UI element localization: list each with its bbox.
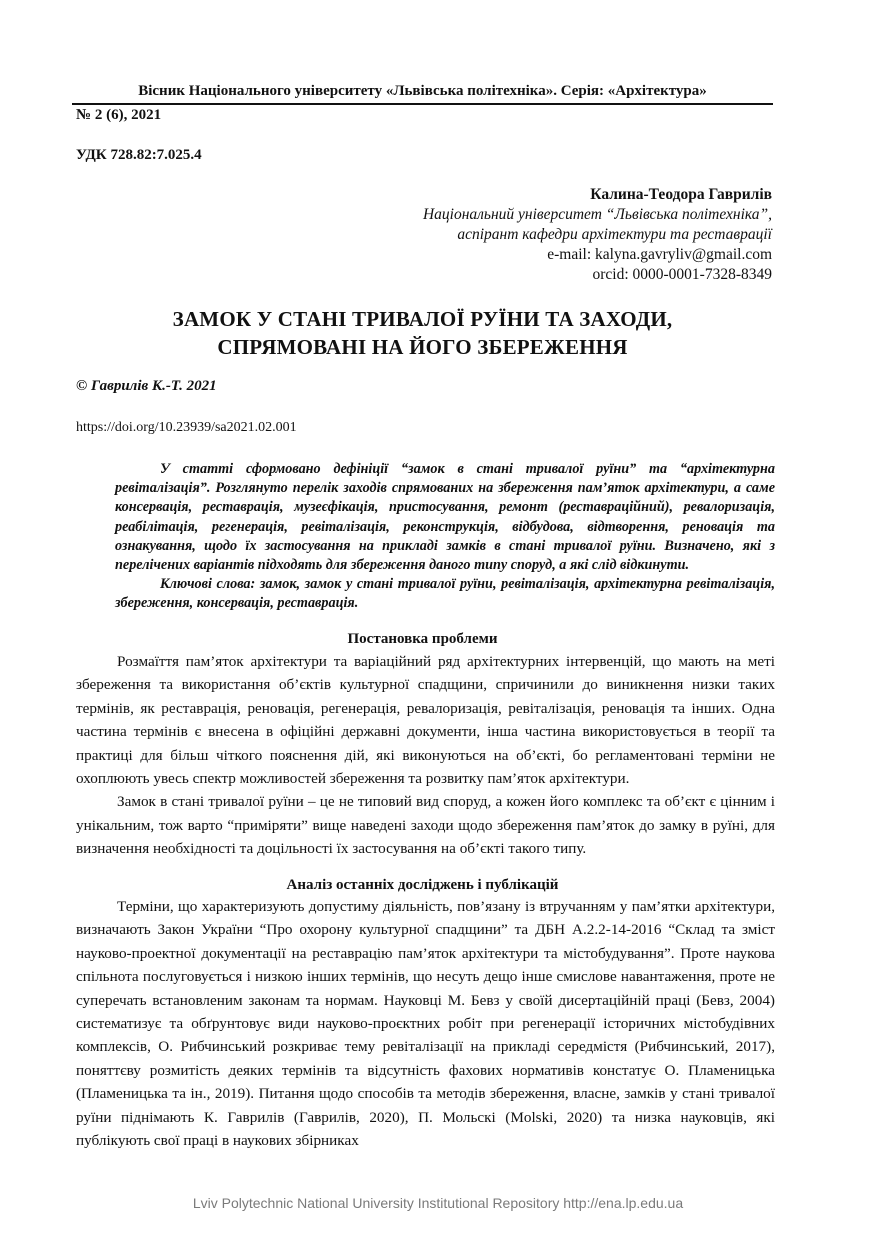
journal-header: Вісник Національного університету «Львівська політехніка». Серія: «Архітектура»	[138, 83, 707, 99]
author-email[interactable]: e-mail: kalyna.gavryliv@gmail.com	[547, 246, 772, 263]
author-position: аспірант кафедри архітектури та реставрації	[457, 226, 772, 243]
doi-link[interactable]: https://doi.org/10.23939/sa2021.02.001	[76, 420, 297, 435]
abstract-text: У статті сформовано дефініції “замок в стані тривалої руїни” та “архітектурна ревіталізація”. Розглянуто перелік заходів спрямованих на збереження пам’яток архітектури, а саме консервація, реставрація, музеєфікація, пристосування, ремонт (реставраційний), ревалоризація, реабілітація, регенерація, ревіталізація, реконструкція, відбудова, відтворення, реновація та ознакування, щодо їх застосування на прикладі замків в стані тривалої руїни. Визначено, які з перелічених варіантів підходять для збереження даного типу споруд, а які слід відкинути.	[115, 461, 775, 574]
section-heading-problem: Постановка проблеми	[347, 631, 498, 647]
paper-title	[72, 305, 773, 361]
keywords: Ключові слова: замок, замок у стані тривалої руїни, ревіталізація, архітектурна ревіталізація, збереження, консервація, реставрація.	[115, 576, 775, 612]
section-heading-analysis: Аналіз останніх досліджень і публікацій	[286, 877, 559, 893]
author-block	[423, 185, 772, 285]
author-affiliation: Національний університет “Львівська політехніка”,	[422, 206, 772, 223]
paragraph: Розмаїття пам’яток архітектури та варіаційний ряд архітектурних інтервенцій, що мають на меті збереження та використання об’єктів культурної спадщини, спричинили до виникнення низки таких термінів, як реставрація, реновація, регенерація, ревалоризація, ревіталізація, реновація та інших. Одна частина термінів є внесена в офіційні державні документи, інша частина використовується в теорії та практиці для більш чіткого пояснення дій, які виконуються на об’єкті, бо регламентовані терміни не охоплюють увесь спектр можливостей збереження та розвитку пам’яток архітектури.	[76, 653, 775, 788]
title-line-2: СПРЯМОВАНІ НА ЙОГО ЗБЕРЕЖЕННЯ	[217, 335, 628, 359]
copyright: © Гаврилів К.-Т. 2021	[76, 378, 217, 394]
author-name: Калина-Теодора Гаврилів	[590, 186, 772, 203]
section-body-problem	[76, 650, 775, 861]
repository-footer[interactable]: Lviv Polytechnic National University Institutional Repository http://ena.lp.edu.ua	[192, 1195, 684, 1211]
title-line-1: ЗАМОК У СТАНІ ТРИВАЛОЇ РУЇНИ ТА ЗАХОДИ,	[172, 307, 673, 331]
section-body-analysis	[76, 895, 775, 1152]
abstract	[115, 460, 775, 614]
author-orcid: orcid: 0000-0001-7328-8349	[592, 266, 772, 283]
paragraph: Терміни, що характеризують допустиму діяльність, пов’язану із втручанням у пам’ятки архітектури, визначають Закон України “Про охорону культурної спадщини” та ДБН А.2.2-14-2016 “Склад та зміст науково-проектної документації на реставрацію пам’яток архітектури та містобудування”. Проте наукова спільнота послуговується і низкою інших термінів, що несуть дещо інше смислове навантаження, проте не суперечать встановленим законам та нормам. Науковці М. Бевз у своїй дисертаційній праці (Бевз, 2004) систематизує та обґрунтовує види науково-проєктних робіт при регенерації історичних містобудівних комплексів, О. Рибчинський розкриває тему ревіталізації на прикладі середмістя (Рибчинський, 2017), поняттєву розмитість деяких термінів та відсутність фахових нормативів констатує О. Пламеницька (Пламеницька та ін., 2019). Питання щодо способів та методів збереження, власне, замків у стані тривалої руїни піднімають К. Гаврилів (Гаврилів, 2020), П. Мольскі (Molski, 2020) та низка науковців, які публікують свої праці в наукових збірниках	[76, 898, 775, 1150]
header-rule	[72, 103, 773, 105]
issue-number: № 2 (6), 2021	[76, 107, 162, 123]
udk-code: УДК 728.82:7.025.4	[76, 147, 202, 163]
paragraph: Замок в стані тривалої руїни – це не типовий вид споруд, а кожен його комплекс та об’єкт є цінним і унікальним, тож варто “приміряти” вище наведені заходи щодо збереження пам’яток до замку в руїні, для визначення необхідності та доцільності їх застосування на об’єкті такого типу.	[76, 793, 775, 858]
